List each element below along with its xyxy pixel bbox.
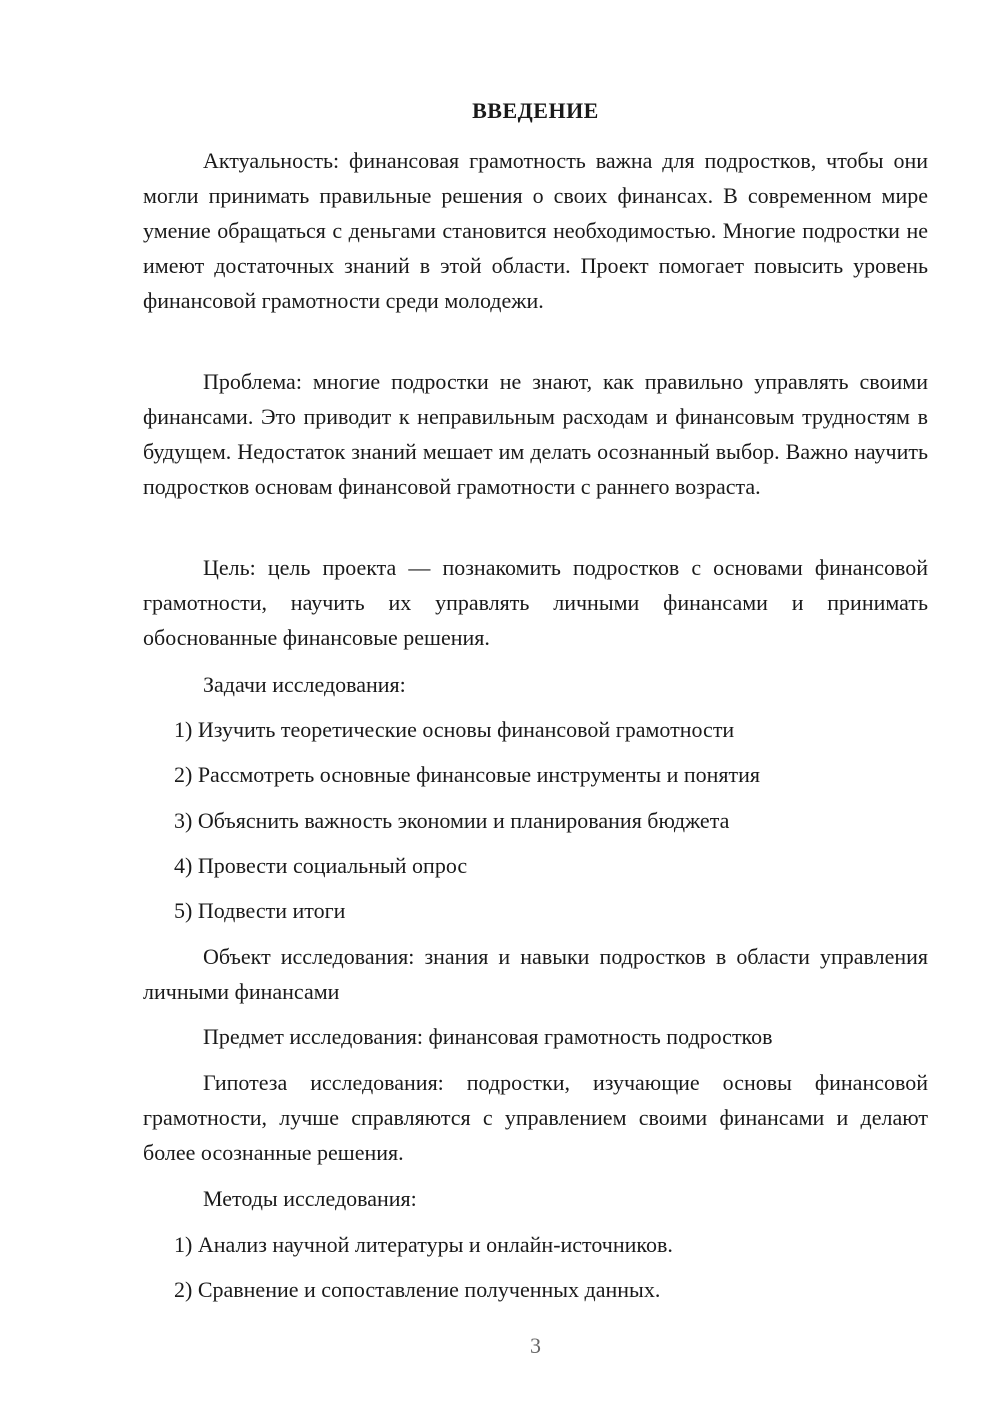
paragraph-relevance: Актуальность: финансовая грамотность важна для подростков, чтобы они могли принимать правильные решения о своих финансах. В современном мире умение обращаться с деньгами становится необходимостью. Многие подростки не имеют достаточных знаний в этой области. Проект помогает повысить уровень финансовой грамотности среди молодежи. xyxy=(143,148,928,313)
task-item: 1) Изучить теоретические основы финансовой грамотности xyxy=(174,717,735,742)
paragraph-subject: Предмет исследования: финансовая грамотность подростков xyxy=(203,1024,773,1049)
task-item: 4) Провести социальный опрос xyxy=(174,853,468,878)
paragraph-problem: Проблема: многие подростки не знают, как правильно управлять своими финансами. Это приводит к неправильным расходам и финансовым трудностям в будущем. Недостаток знаний мешает им делать осознанный выбор. Важно научить подростков основам финансовой грамотности с раннего возраста. xyxy=(143,369,928,499)
tasks-title: Задачи исследования: xyxy=(203,672,406,697)
methods-title: Методы исследования: xyxy=(203,1186,417,1211)
method-item: 2) Сравнение и сопоставление полученных данных. xyxy=(174,1277,661,1302)
paragraph-object: Объект исследования: знания и навыки подростков в области управления личными финансами xyxy=(143,944,928,1004)
paragraph-hypothesis: Гипотеза исследования: подростки, изучающие основы финансовой грамотности, лучше справляются с управлением своими финансами и делают более осознанные решения. xyxy=(143,1070,928,1165)
document-page xyxy=(143,0,928,1414)
paragraph-goal: Цель: цель проекта — познакомить подростков с основами финансовой грамотности, научить их управлять личными финансами и принимать обоснованные финансовые решения. xyxy=(143,555,928,650)
task-item: 5) Подвести итоги xyxy=(174,898,346,923)
task-item: 2) Рассмотреть основные финансовые инструменты и понятия xyxy=(174,762,761,787)
task-item: 3) Объяснить важность экономии и планирования бюджета xyxy=(174,808,730,833)
method-item: 1) Анализ научной литературы и онлайн-источников. xyxy=(174,1232,673,1257)
page-title: ВВЕДЕНИЕ xyxy=(472,98,599,123)
page-number: 3 xyxy=(530,1333,541,1358)
